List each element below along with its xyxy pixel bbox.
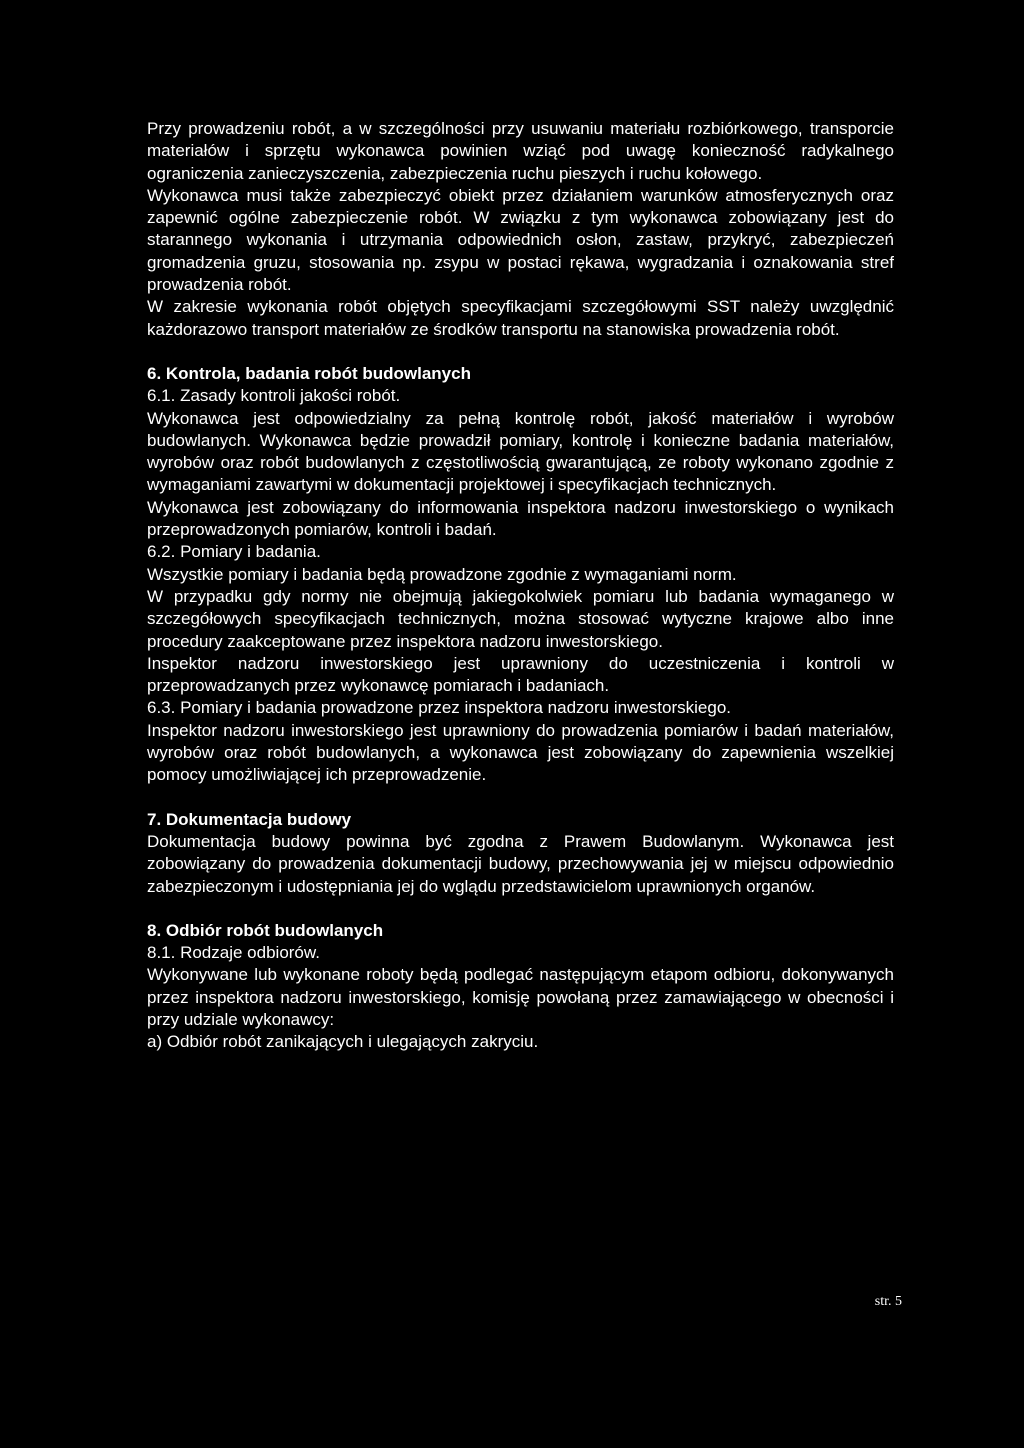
paragraph: W zakresie wykonania robót objętych specyfikacjami szczegółowymi SST należy uwzględnić każdorazowo transport materiałów ze środków transportu na stanowiska prowadzenia robót. <box>147 297 894 339</box>
page-number: str. 5 <box>874 1294 902 1309</box>
paragraph: W przypadku gdy normy nie obejmują jakiegokolwiek pomiaru lub badania wymaganego w szczegółowych specyfikacjach technicznych, można stosować wytyczne krajowe albo inne procedury zaakceptowane przez inspektora nadzoru inwestorskiego. <box>147 586 894 651</box>
subsection-title: 6.3. Pomiary i badania prowadzone przez inspektora nadzoru inwestorskiego. <box>147 698 731 718</box>
paragraph: Dokumentacja budowy powinna być zgodna z Prawem Budowlanym. Wykonawca jest zobowiązany do prowadzenia dokumentacji budowy, przechowywania jej w miejscu odpowiednio zabezpieczonym i udostępniania jej do wglądu przedstawicielom uprawnionych organów. <box>147 831 894 896</box>
paragraph: Wszystkie pomiary i badania będą prowadzone zgodnie z wymaganiami norm. <box>147 564 737 584</box>
spacer <box>147 787 894 809</box>
paragraph: Inspektor nadzoru inwestorskiego jest uprawniony do prowadzenia pomiarów i badań materiałów, wyrobów oraz robót budowlanych, a wykonawca jest zobowiązany do zapewnienia wszelkiej pomocy umożliwiającej ich przeprowadzenie. <box>147 720 894 785</box>
paragraph: Wykonawca jest odpowiedzialny za pełną kontrolę robót, jakość materiałów i wyrobów budowlanych. Wykonawca będzie prowadził pomiary, kontrolę i konieczne badania materiałów, wyrobów oraz robót budowlanych z częstotliwością gwarantującą, ze roboty wykonano zgodnie z wymaganiami zawartymi w dokumentacji projektowej i specyfikacjach technicznych. <box>147 408 894 495</box>
spacer <box>147 341 894 363</box>
section-heading: 7. Dokumentacja budowy <box>147 809 352 829</box>
paragraph: Inspektor nadzoru inwestorskiego jest uprawniony do uczestniczenia i kontroli w przeprowadzanych przez wykonawcę pomiarach i badaniach. <box>147 653 894 696</box>
subsection-title: 8.1. Rodzaje odbiorów. <box>147 943 320 963</box>
section-heading: 6. Kontrola, badania robót budowlanych <box>147 363 471 383</box>
paragraph: Przy prowadzeniu robót, a w szczególności przy usuwaniu materiału rozbiórkowego, transporcie materiałów i sprzętu wykonawca powinien wziąć pod uwagę konieczność radykalnego ograniczenia zanieczyszczenia, zabezpieczenia ruchu pieszych i ruchu kołowego. <box>147 119 894 183</box>
list-item: a) Odbiór robót zanikających i ulegających zakryciu. <box>147 1032 539 1052</box>
paragraph: Wykonywane lub wykonane roboty będą podlegać następującym etapom odbioru, dokonywanych przez inspektora nadzoru inwestorskiego, komisję powołaną przez zamawiającego w obecności i przy udziale wykonawcy: <box>147 965 894 1029</box>
subsection-title: 6.2. Pomiary i badania. <box>147 542 321 562</box>
paragraph: Wykonawca jest zobowiązany do informowania inspektora nadzoru inwestorskiego o wynikach przeprowadzonych pomiarów, kontroli i badań. <box>147 497 894 540</box>
subsection-title: 6.1. Zasady kontroli jakości robót. <box>147 386 401 406</box>
document-page <box>147 118 894 1054</box>
section-heading: 8. Odbiór robót budowlanych <box>147 920 384 940</box>
spacer <box>147 898 894 920</box>
paragraph: Wykonawca musi także zabezpieczyć obiekt przez działaniem warunków atmosferycznych oraz zapewnić ogólne zabezpieczenie robót. W związku z tym wykonawca zobowiązany jest do starannego wykonania i utrzymania odpowiednich osłon, zastaw, przykryć, zabezpieczeń gromadzenia gruzu, stosowania np. zsypu w postaci rękawa, wygradzania i oznakowania stref prowadzenia robót. <box>147 185 894 295</box>
